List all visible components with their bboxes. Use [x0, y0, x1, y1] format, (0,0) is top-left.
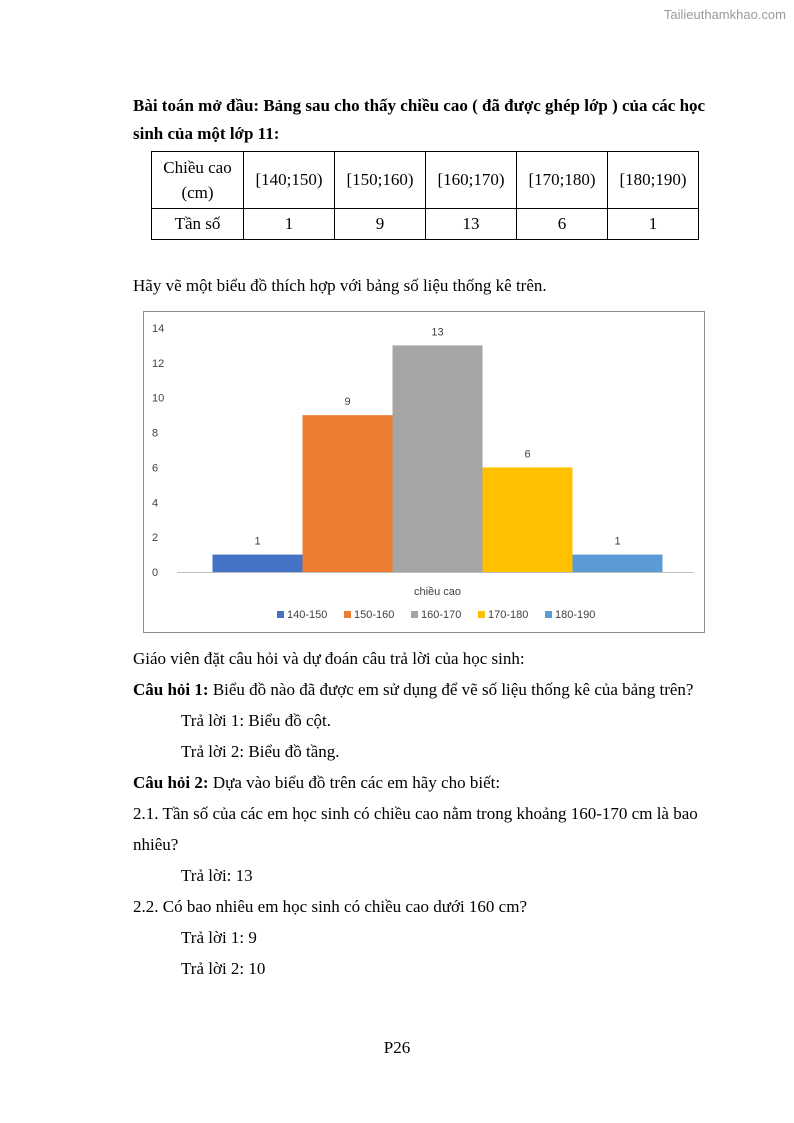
legend-label: 140-150	[287, 609, 328, 621]
header-label-line2: (cm)	[181, 183, 214, 202]
data-label: 9	[344, 396, 351, 409]
interval-cell: [160;170)	[426, 152, 517, 209]
legend-swatch	[344, 611, 351, 618]
frequency-cell: 1	[244, 209, 335, 240]
legend-swatch	[545, 611, 552, 618]
question-2	[133, 767, 723, 798]
bar	[393, 345, 483, 572]
interval-cell: [170;180)	[517, 152, 608, 209]
legend-label: 150-160	[354, 609, 395, 621]
interval-cell: [150;160)	[335, 152, 426, 209]
frequency-cell: 13	[426, 209, 517, 240]
chart-prompt: Hãy vẽ một biểu đồ thích hợp với bảng số liệu thống kê trên.	[133, 276, 547, 295]
legend-swatch	[277, 611, 284, 618]
question-1-label: Câu hỏi 1:	[133, 680, 209, 699]
y-tick-label: 2	[152, 532, 159, 545]
question-2-1-answer: Trả lời: 13	[181, 866, 253, 885]
y-tick-label: 0	[152, 567, 159, 579]
legend-label: 160-170	[421, 609, 462, 621]
legend-swatch	[478, 611, 485, 618]
y-tick-label: 14	[152, 323, 165, 335]
data-label: 6	[524, 448, 531, 461]
interval-cell: [140;150)	[244, 152, 335, 209]
frequency-cell: 9	[335, 209, 426, 240]
y-tick-label: 8	[152, 427, 159, 440]
frequency-table	[151, 151, 699, 240]
question-1-text: Biểu đồ nào đã được em sử dụng để vẽ số liệu thống kê của bảng trên?	[208, 680, 694, 699]
y-tick-label: 6	[152, 462, 159, 475]
question-2-text: Dựa vào biểu đồ trên các em hãy cho biết:	[208, 773, 501, 792]
problem-intro: Bài toán mở đầu: Bảng sau cho thấy chiều cao ( đã được ghép lớp ) của các học sinh của một lớp 11:	[133, 96, 706, 143]
data-label: 13	[431, 326, 444, 339]
question-2-2-answer: Trả lời 2: 10	[181, 959, 266, 978]
legend-swatch	[411, 611, 418, 618]
data-label: 1	[254, 535, 261, 548]
bar	[573, 555, 663, 572]
chart-canvas	[144, 312, 704, 632]
table-row	[152, 209, 699, 240]
page-number: P26	[383, 1038, 411, 1057]
bar	[213, 555, 303, 572]
bar-chart	[143, 311, 705, 633]
interval-cell: [180;190)	[608, 152, 699, 209]
watermark: Tailieuthamkhao.com	[663, 7, 786, 22]
question-1-answer: Trả lời 2: Biểu đồ tầng.	[181, 742, 340, 761]
question-1	[133, 674, 723, 705]
data-label: 1	[614, 535, 621, 548]
frequency-cell: 6	[517, 209, 608, 240]
y-tick-label: 4	[152, 497, 159, 510]
question-2-1: 2.1. Tần số của các em học sinh có chiều cao nằm trong khoảng 160-170 cm là bao nhiêu?	[133, 804, 698, 854]
bar	[303, 415, 393, 572]
table-row	[152, 152, 699, 209]
teacher-line: Giáo viên đặt câu hỏi và dự đoán câu trả lời của học sinh:	[133, 649, 525, 668]
question-2-2: 2.2. Có bao nhiêu em học sinh có chiều cao dưới 160 cm?	[133, 897, 527, 916]
header-label-line1: Chiều cao	[163, 158, 232, 177]
y-tick-label: 12	[152, 357, 165, 370]
y-tick-label: 10	[152, 392, 165, 405]
question-1-answer: Trả lời 1: Biểu đồ cột.	[181, 711, 332, 730]
document-body	[133, 92, 723, 984]
legend-label: 170-180	[488, 609, 529, 621]
frequency-cell: 1	[608, 209, 699, 240]
freq-label-cell: Tần số	[152, 209, 244, 240]
bar	[483, 467, 573, 572]
x-axis-label: chiều cao	[413, 586, 462, 598]
question-2-label: Câu hỏi 2:	[133, 773, 209, 792]
table-header-label	[152, 152, 244, 209]
legend-label: 180-190	[555, 609, 596, 621]
question-2-2-answer: Trả lời 1: 9	[181, 928, 257, 947]
